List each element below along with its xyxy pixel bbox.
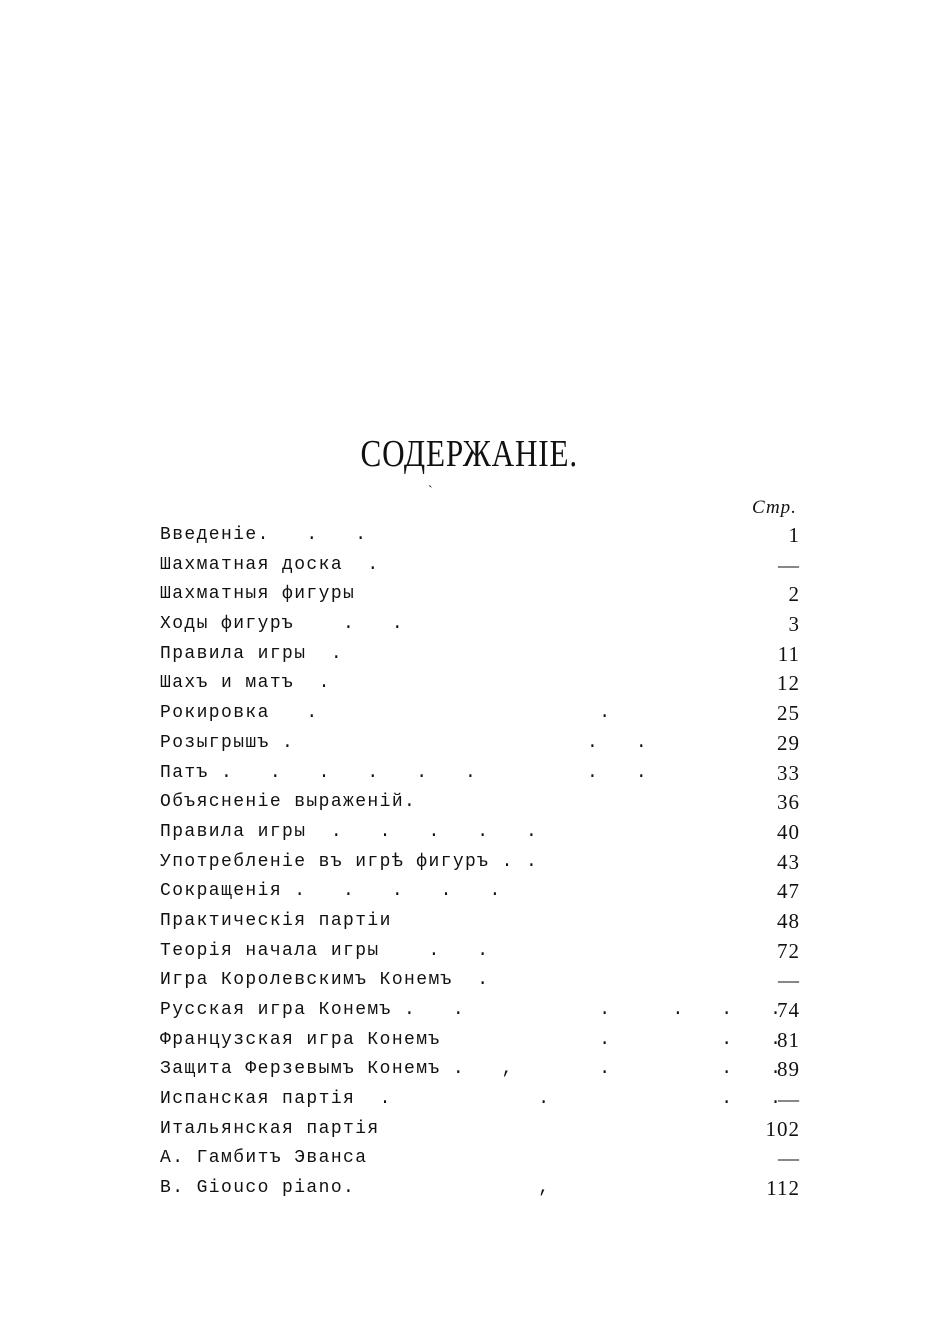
toc-entry-label: Правила игры . . . . .: [160, 821, 539, 842]
toc-entry-page: 102: [765, 1116, 800, 1141]
toc-entry-page: 12: [777, 671, 800, 696]
toc-row: [160, 699, 800, 729]
toc-entry-page: 33: [777, 760, 800, 785]
toc-entry-page: 43: [777, 849, 800, 874]
toc-row: [160, 818, 800, 848]
table-of-contents: [160, 521, 800, 1204]
toc-entry-label: Русская игра Конемъ . . . . . .: [160, 1000, 783, 1020]
toc-entry-label: В. Giouco piano. ,: [160, 1178, 551, 1199]
stray-mark: `: [428, 484, 433, 499]
toc-entry-page: 47: [777, 879, 800, 904]
toc-entry-page: 2: [788, 582, 800, 607]
toc-row: [160, 1174, 800, 1204]
toc-entry-label: Объясненіе выраженій.: [160, 792, 417, 813]
toc-row: [160, 580, 800, 610]
toc-row: [160, 1055, 800, 1085]
toc-row: [160, 937, 800, 967]
toc-entry-label: Введеніе. . .: [160, 525, 368, 545]
toc-entry-page: 40: [777, 819, 800, 844]
toc-entry-label: Испанская партія . . . .: [160, 1089, 783, 1110]
toc-row: [160, 788, 800, 818]
toc-entry-label: Защита Ферзевымъ Конемъ . , . . .: [160, 1059, 783, 1080]
toc-entry-label: Итальянская партія: [160, 1118, 380, 1139]
toc-entry-page: 81: [777, 1027, 800, 1052]
toc-entry-label: Практическія партіи: [160, 910, 392, 931]
toc-entry-label: Шахматныя фигуры: [160, 584, 356, 605]
toc-row: [160, 907, 800, 937]
toc-entry-label: Правила игры .: [160, 643, 344, 664]
toc-row: [160, 759, 800, 789]
toc-entry-label: Употребленіе въ игрѣ фигуръ . .: [160, 851, 539, 872]
page-title: СОДЕРЖАНІЕ.: [360, 433, 578, 475]
toc-entry-page: 3: [788, 612, 800, 637]
toc-entry-page: 72: [777, 938, 800, 963]
toc-entry-page: —: [778, 968, 800, 993]
toc-entry-page: 11: [777, 641, 800, 666]
toc-entry-page: 29: [777, 730, 800, 755]
toc-entry-page: 36: [777, 790, 800, 815]
toc-row: [160, 610, 800, 640]
toc-row: [160, 996, 800, 1026]
toc-row: [160, 877, 800, 907]
toc-row: [160, 551, 800, 581]
toc-entry-page: —: [778, 1087, 800, 1112]
toc-entry-page: 89: [777, 1057, 800, 1082]
toc-entry-label: Патъ . . . . . . . .: [160, 762, 649, 783]
toc-row: [160, 521, 800, 551]
toc-row: [160, 966, 800, 996]
toc-row: [160, 1144, 800, 1174]
toc-entry-label: Ходы фигуръ . .: [160, 614, 405, 635]
toc-row: [160, 1115, 800, 1145]
toc-entry-label: Шахматная доска .: [160, 554, 380, 575]
toc-entry-page: 74: [777, 998, 800, 1022]
toc-entry-page: —: [778, 1146, 800, 1171]
toc-entry-label: А. Гамбитъ Эванса: [160, 1148, 368, 1169]
toc-row: [160, 729, 800, 759]
toc-row: [160, 1026, 800, 1056]
toc-entry-page: 48: [777, 908, 800, 933]
toc-row: [160, 1085, 800, 1115]
page-column-header: Стр.: [752, 497, 797, 518]
toc-entry-label: Рокировка . .: [160, 703, 612, 724]
toc-row: [160, 669, 800, 699]
toc-entry-label: Французская игра Конемъ . . .: [160, 1029, 783, 1050]
toc-entry-page: —: [778, 552, 800, 577]
toc-entry-page: 25: [777, 701, 800, 726]
toc-entry-page: 1: [788, 523, 800, 547]
toc-entry-label: Шахъ и матъ .: [160, 673, 331, 694]
toc-entry-label: Сокращенія . . . . .: [160, 881, 502, 902]
toc-row: [160, 848, 800, 878]
toc-entry-label: Теорія начала игры . .: [160, 940, 490, 961]
toc-entry-page: 112: [766, 1176, 800, 1201]
toc-row: [160, 640, 800, 670]
toc-entry-label: Розыгрышъ . . .: [160, 732, 649, 753]
toc-entry-label: Игра Королевскимъ Конемъ .: [160, 970, 490, 991]
